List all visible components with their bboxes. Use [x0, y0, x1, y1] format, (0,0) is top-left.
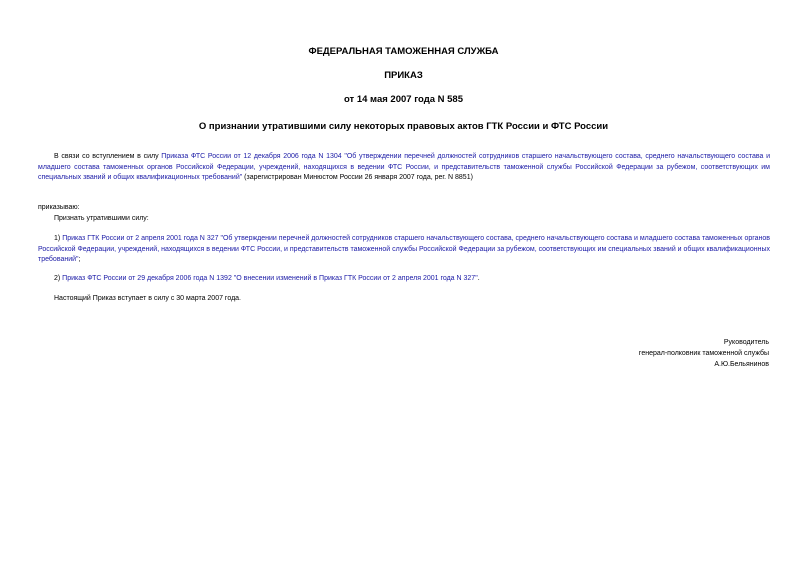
- document-title: О признании утратившими силу некоторых правовых актов ГТК России и ФТС России: [198, 121, 609, 132]
- repeal-item-2-number: 2): [54, 275, 63, 282]
- preamble-registration: (зарегистрирован Минюстом России 26 января 2007 года, рег. N 8851): [242, 174, 473, 181]
- preamble-paragraph: [38, 152, 770, 184]
- repeal-item-1: [38, 234, 770, 266]
- preamble-intro: В связи со вступлением в силу: [54, 153, 162, 160]
- declare-label: Признать утратившими силу:: [54, 215, 149, 222]
- repeal-item-2-tail: .: [477, 275, 480, 282]
- repeal-item-1-tail: ;: [78, 256, 81, 263]
- signature-name: А.Ю.Бельянинов: [714, 361, 769, 368]
- repeal-item-1-number: 1): [54, 235, 63, 242]
- repeal-item-2-link[interactable]: Приказ ФТС России от 29 декабря 2006 года N 1392 "О внесении изменений в Приказ ГТК России от 2 апреля 2001 года N 327": [62, 275, 478, 282]
- agency-name: ФЕДЕРАЛЬНАЯ ТАМОЖЕННАЯ СЛУЖБА: [308, 46, 499, 57]
- signature-position: Руководитель: [723, 339, 769, 346]
- signature-rank: генерал-полковник таможенной службы: [638, 350, 769, 357]
- repeal-item-2: [38, 274, 770, 285]
- effective-date-paragraph: Настоящий Приказ вступает в силу с 30 марта 2007 года.: [54, 295, 241, 302]
- preamble-order-link[interactable]: Приказа ФТС России от 12 декабря 2006 года N 1304 "Об утверждении перечней должностей сотрудников старшего начальствующего состава, среднего начальствующего состава и младшего состава таможенных органов Российской Федерации, учреждений, находящихся в ведении ФТС России, и представительств таможенной службы Российской Федерации за рубежом, соответствующих им специальных званий и общих квалификационных требований": [38, 153, 770, 181]
- document-type: ПРИКАЗ: [384, 70, 423, 81]
- document-date-number: от 14 мая 2007 года N 585: [343, 94, 464, 105]
- repeal-item-1-link[interactable]: Приказ ГТК России от 2 апреля 2001 года N 327 "Об утверждении перечней должностей сотрудников старшего начальствующего состава, среднего начальствующего состава и младшего состава таможенных органов Российской Федерации, учреждений, находящихся в ведении ФТС России, и представительств таможенной службы Российской Федерации за рубежом, соответствующих им специальных званий и общих квалификационных требований": [38, 235, 770, 263]
- prikazyvayu-label: приказываю:: [38, 204, 80, 211]
